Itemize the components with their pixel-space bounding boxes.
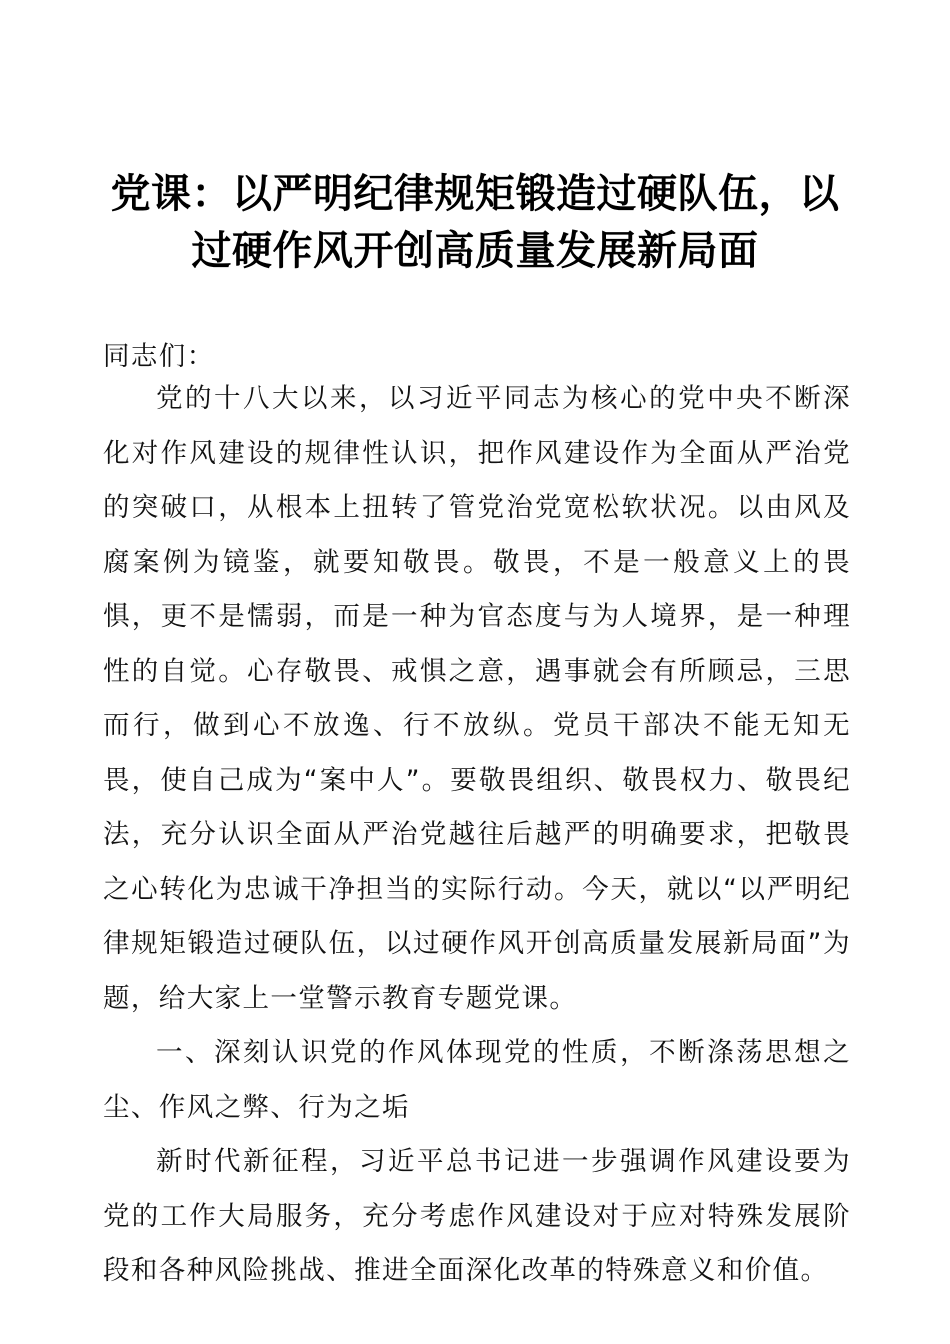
document-title: 党课：以严明纪律规矩锻造过硬队伍，以过硬作风开创高质量发展新局面	[110, 170, 840, 274]
section-heading-1: 一、深刻认识党的作风体现党的性质，不断涤荡思想之尘、作风之弊、行为之垢	[103, 1037, 851, 1123]
paragraph-section-1: 新时代新征程，习近平总书记进一步强调作风建设要为党的工作大局服务，充分考虑作风建设对于应对特殊发展阶段和各种风险挑战、推进全面深化改革的特殊意义和价值。	[103, 1146, 851, 1286]
body-text	[103, 372, 851, 1299]
salutation: 同志们：	[103, 341, 215, 372]
paragraph-intro: 党的十八大以来，以习近平同志为核心的党中央不断深化对作风建设的规律性认识，把作风建设作为全面从严治党的突破口，从根本上扭转了管党治党宽松软状况。以由风及腐案例为镜鉴，就要知敬畏。敬畏，不是一般意义上的畏惧，更不是懦弱，而是一种为官态度与为人境界，是一种理性的自觉。心存敬畏、戒惧之意，遇事就会有所顾忌，三思而行，做到心不放逸、行不放纵。党员干部决不能无知无畏，使自己成为“案中人”。要敬畏组织、敬畏权力、敬畏纪法，充分认识全面从严治党越往后越严的明确要求，把敬畏之心转化为忠诚干净担当的实际行动。今天，就以“以严明纪律规矩锻造过硬队伍，以过硬作风开创高质量发展新局面”为题，给大家上一堂警示教育专题党课。	[103, 383, 851, 1014]
